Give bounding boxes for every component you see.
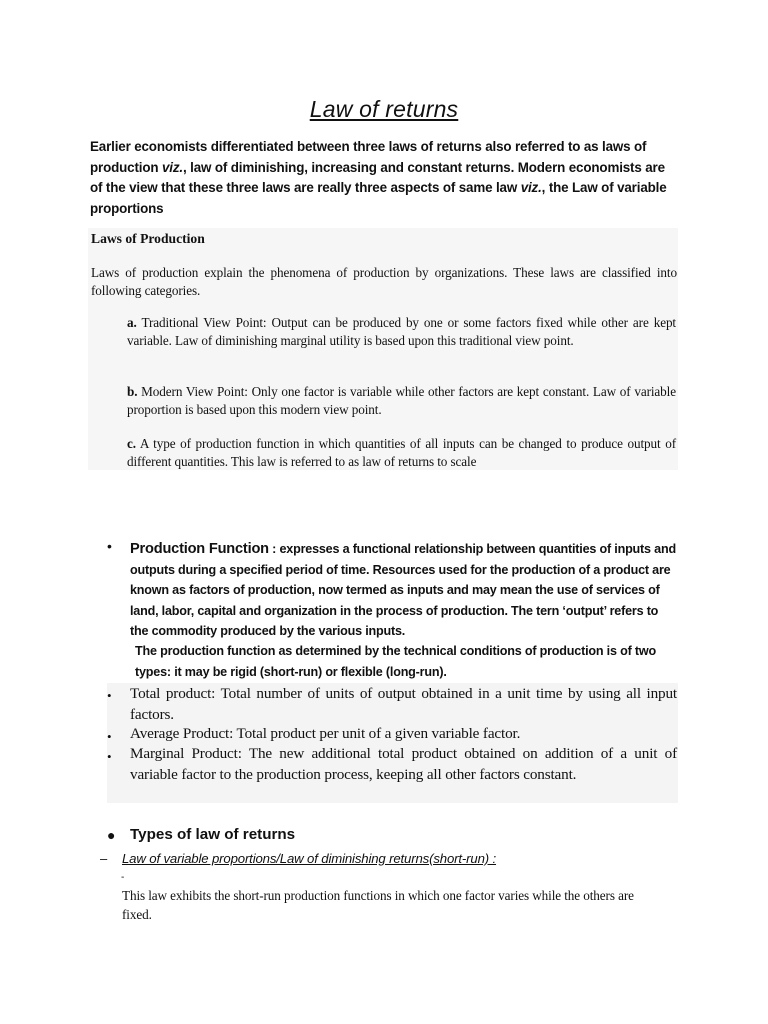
law-item-text: A type of production function in which quantities of all inputs can be changed to produce output of different quantities. This law is referred to as law of returns to scale	[127, 436, 676, 469]
production-function-lead: Production Function	[130, 541, 269, 557]
product-bullet: •	[107, 749, 112, 764]
intro-viz-1: viz.	[162, 159, 183, 175]
total-product-item: Total product: Total number of units of output obtained in a unit time by using all input factors.	[130, 685, 677, 723]
intro-viz-2: viz.	[520, 180, 542, 195]
types-of-law-heading: Types of law of returns	[130, 826, 296, 843]
production-function-continuation: The production function as determined by the technical conditions of production is of two types: it may be rigid (short-run) or flexible (long-run).	[135, 644, 656, 679]
law-item-marker: b.	[127, 384, 138, 399]
product-bullet: •	[107, 688, 112, 703]
page-title: Law of returns	[309, 96, 459, 122]
law-item-text: Modern View Point: Only one factor is variable while other factors are kept constant. Law of variable proportion is based upon this modern view point.	[127, 384, 676, 417]
small-mark: -	[121, 872, 125, 883]
intro-text-3: , the Law of variable proportions	[90, 180, 667, 216]
intro-paragraph	[90, 137, 680, 219]
intro-text-1: Earlier economists differentiated between three laws of returns also referred to as laws of production	[90, 139, 647, 175]
law-item-b	[127, 383, 676, 419]
laws-of-production-intro: Laws of production explain the phenomena of production by organizations. These laws are classified into following categories.	[91, 265, 677, 298]
law-item-marker: c.	[127, 436, 136, 451]
product-bullet: •	[107, 729, 112, 744]
marginal-product-item: Marginal Product: The new additional total product obtained on addition of a unit of variable factor to the production process, keeping all other factors constant.	[130, 745, 677, 783]
short-run-paragraph: This law exhibits the short-run production functions in which one factor varies while the others are fixed.	[122, 888, 634, 922]
types-bullet: ●	[107, 827, 116, 843]
intro-text-2: , law of diminishing, increasing and constant returns. Modern economists are of the view that these three laws are really three aspects of same law	[90, 159, 665, 195]
production-function-paragraph	[130, 539, 678, 642]
production-function-bullet: •	[107, 538, 112, 554]
law-item-marker: a.	[127, 315, 137, 330]
average-product-item: Average Product: Total product per unit of a given variable factor.	[130, 725, 521, 742]
variable-proportions-heading: Law of variable proportions/Law of diminishing returns(short-run) :	[122, 851, 497, 866]
laws-of-production-heading: Laws of Production	[91, 231, 205, 246]
law-item-a	[127, 314, 676, 350]
law-item-text: Traditional View Point: Output can be produced by one or some factors fixed while other are kept variable. Law of diminishing marginal utility is based upon this traditional view point.	[127, 315, 676, 348]
law-item-c	[127, 435, 676, 471]
dash-marker: –	[100, 851, 108, 866]
production-function-text: : expresses a functional relationship between quantities of inputs and outputs during a specified period of time. Resources used for the production of a product are known as factors of production, now termed as inputs and may mean the use of services of land, labor, capital and organization in the process of production. The tern ‘output’ refers to the commodity produced by the various inputs.	[130, 542, 676, 639]
